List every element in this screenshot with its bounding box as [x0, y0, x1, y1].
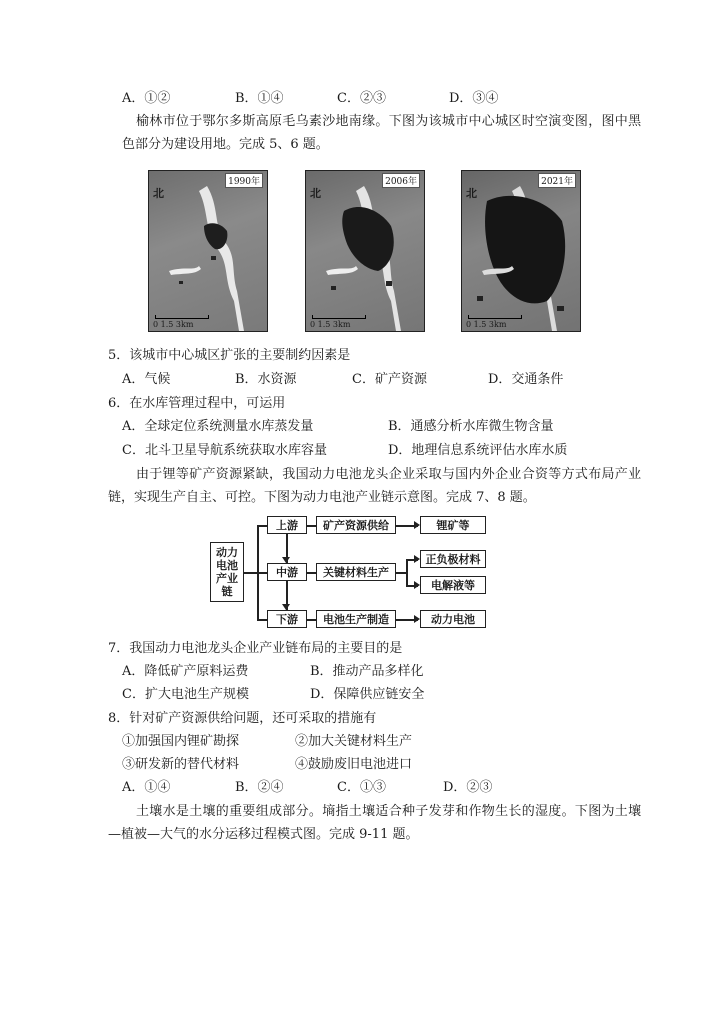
intro-911-line1: 土壤水是土壤的重要组成部分。墒指土壤适合种子发芽和作物生长的湿度。下图为土壤	[136, 804, 642, 819]
map-scale-label: 0 1.5 3km	[310, 320, 351, 329]
q8-stem: 8．针对矿产资源供给问题，还可采取的措施有	[108, 711, 377, 726]
process-battery-manufacturing: 电池生产制造	[316, 610, 396, 628]
map-2006	[305, 170, 425, 332]
scale-bar	[312, 315, 366, 319]
map-year-label: 2021年	[538, 173, 576, 188]
product-lithium-ore: 锂矿等	[420, 516, 486, 534]
q7-stem: 7．我国动力电池龙头企业产业链布局的主要目的是	[108, 641, 403, 656]
q4-option-d: D．③④	[449, 91, 499, 106]
intro-78-line2: 链，实现生产自主、可控。下图为动力电池产业链示意图。完成 7、8 题。	[108, 490, 536, 505]
process-key-materials: 关键材料生产	[316, 563, 396, 581]
q8-item-4: ④鼓励废旧电池进口	[295, 757, 413, 772]
q7-option-c: C．扩大电池生产规模	[122, 687, 249, 702]
map-1990	[148, 170, 268, 332]
q8-item-1: ①加强国内锂矿勘探	[122, 734, 240, 749]
q8-item-3: ③研发新的替代材料	[122, 757, 240, 772]
map-scale-label: 0 1.5 3km	[466, 320, 507, 329]
chain-root-box: 动力电池产业链	[210, 542, 244, 602]
industry-chain-diagram	[210, 512, 500, 632]
product-electrode-materials: 正负极材料	[420, 550, 486, 568]
north-arrow-icon: 北	[153, 187, 164, 200]
product-power-battery: 动力电池	[420, 610, 486, 628]
q5-option-c: C．矿产资源	[352, 372, 427, 387]
product-electrolyte: 电解液等	[420, 576, 486, 594]
intro-56-line2: 色部分为建设用地。完成 5、6 题。	[122, 137, 329, 152]
arrow-down-icon	[282, 557, 290, 563]
q8-option-a: A．①④	[122, 780, 171, 795]
q4-option-b: B．①④	[235, 91, 284, 106]
q7-option-d: D．保障供应链安全	[310, 687, 425, 702]
q7-option-a: A．降低矿产原料运费	[122, 664, 249, 679]
map-year-label: 1990年	[225, 173, 263, 188]
scale-bar	[155, 315, 209, 319]
north-arrow-icon: 北	[466, 187, 477, 200]
q5-option-b: B．水资源	[235, 372, 297, 387]
map-2021	[461, 170, 581, 332]
map-scale-label: 0 1.5 3km	[153, 320, 194, 329]
q8-option-d: D．②③	[443, 780, 493, 795]
q5-option-d: D．交通条件	[488, 372, 564, 387]
intro-78-line1: 由于锂等矿产资源紧缺，我国动力电池龙头企业采取与国内外企业合资等方式布局产业	[136, 467, 642, 482]
q8-item-2: ②加大关键材料生产	[295, 734, 413, 749]
q6-option-d: D．地理信息系统评估水库水质	[388, 443, 568, 458]
intro-911-line2: —植被—大气的水分运移过程模式图。完成 9-11 题。	[108, 827, 419, 842]
process-mineral-supply: 矿产资源供给	[316, 516, 396, 534]
q6-stem: 6．在水库管理过程中，可运用	[108, 396, 286, 411]
stage-downstream: 下游	[267, 610, 307, 628]
arrow-down-icon	[282, 604, 290, 610]
q4-option-c: C．②③	[337, 91, 386, 106]
map-year-label: 2006年	[382, 173, 420, 188]
q6-option-b: B．通感分析水库微生物含量	[388, 419, 554, 434]
q4-option-a: A．①②	[122, 91, 171, 106]
q6-option-c: C．北斗卫星导航系统获取水库容量	[122, 443, 327, 458]
q8-option-c: C．①③	[337, 780, 386, 795]
scale-bar	[468, 315, 522, 319]
q5-option-a: A．气候	[122, 372, 171, 387]
q7-option-b: B．推动产品多样化	[310, 664, 424, 679]
stage-midstream: 中游	[267, 563, 307, 581]
q5-stem: 5．该城市中心城区扩张的主要制约因素是	[108, 348, 351, 363]
q6-option-a: A．全球定位系统测量水库蒸发量	[122, 419, 314, 434]
q8-option-b: B．②④	[235, 780, 284, 795]
stage-upstream: 上游	[267, 516, 307, 534]
north-arrow-icon: 北	[310, 187, 321, 200]
intro-56-line1: 榆林市位于鄂尔多斯高原毛乌素沙地南缘。下图为该城市中心城区时空演变图，图中黑	[136, 114, 642, 129]
